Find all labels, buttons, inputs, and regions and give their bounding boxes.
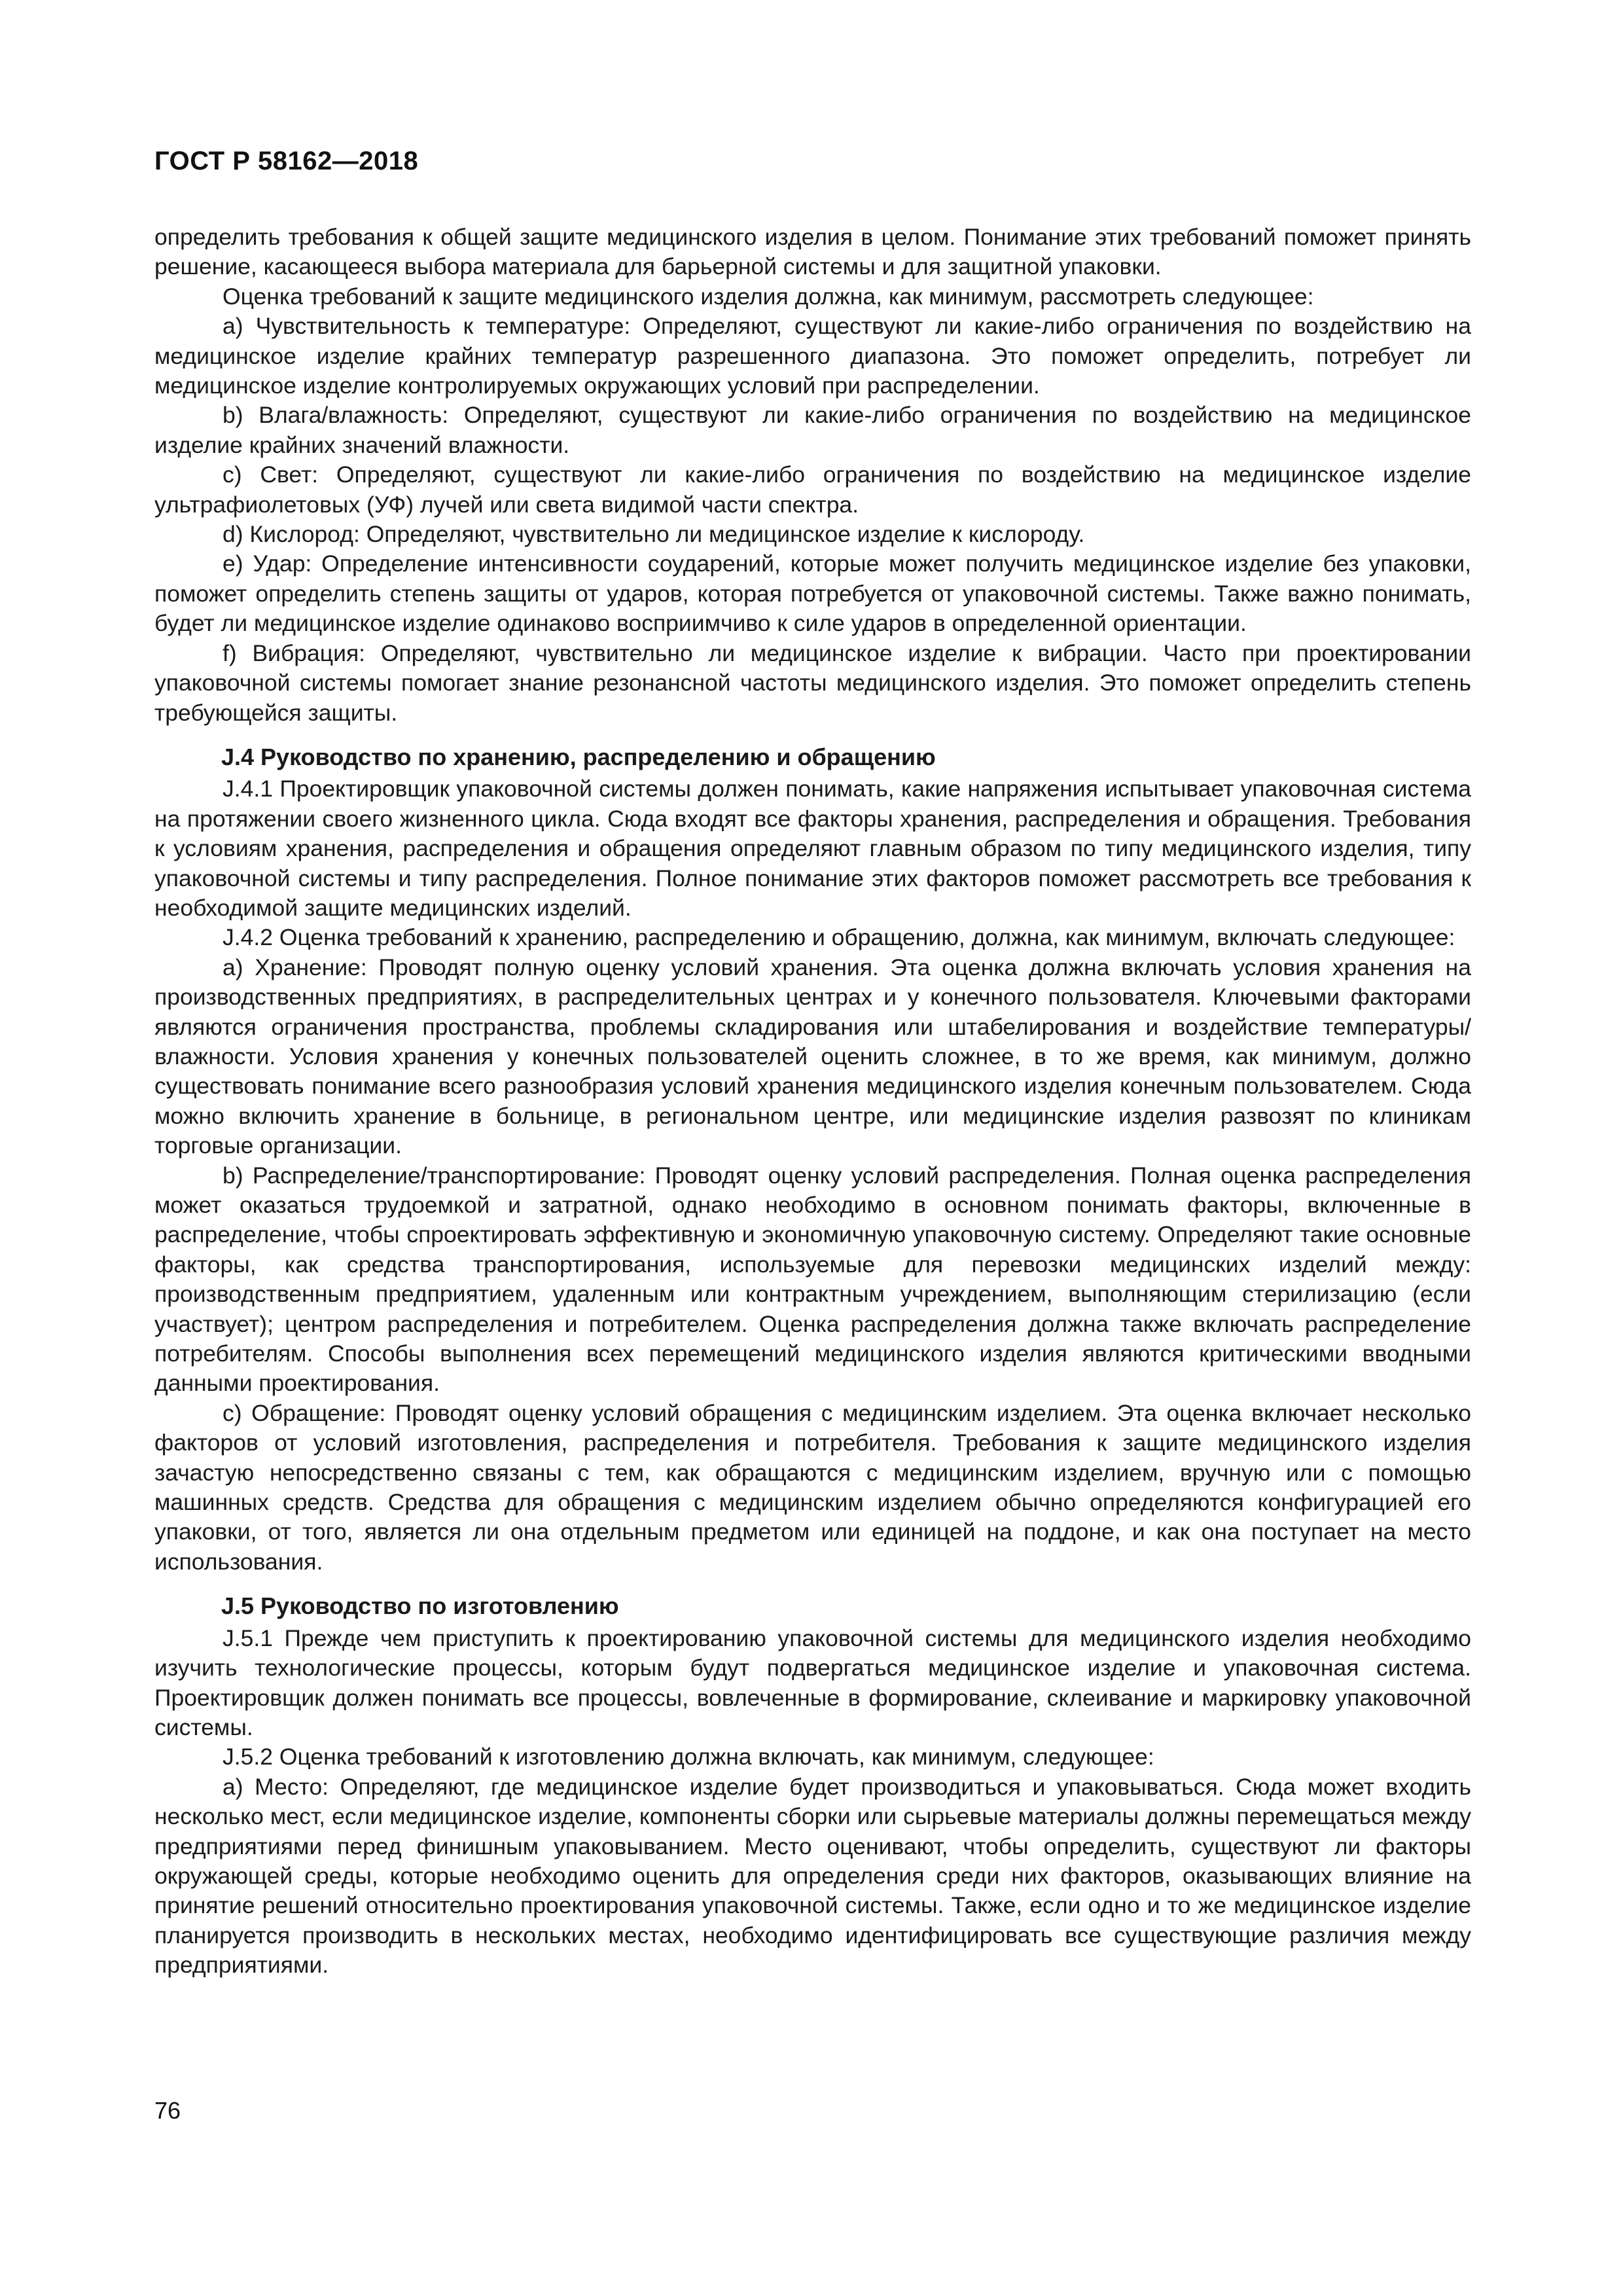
section-heading-j5: J.5 Руководство по изготовлению (221, 1592, 619, 1620)
list-item-handling: c) Обращение: Проводят оценку условий обращения с медицинским изделием. Эта оценка включает несколько факторов от условий изготовления, распределения и потребителя. Требования к защите медицинского изделия зачастую непосредственно связаны с тем, как обращаются с медицинским изделием, вручную или с помощью машинных средств. Средства для обращения с медицинским изделием обычно определяются конфигурацией его упаковки, от того, является ли она отдельным предметом или единицей на поддоне, и как она поступает на место использования. (154, 1399, 1471, 1575)
paragraph-protection-intro: Оценка требований к защите медицинского изделия должна, как минимум, рассмотреть следующее: (223, 283, 1314, 310)
document-body (154, 223, 1471, 1981)
paragraph-j5-1: J.5.1 Прежде чем приступить к проектированию упаковочной системы для медицинского изделия необходимо изучить технологические процессы, которым будут подвергаться медицинское изделие и упаковочная система. Проектировщик должен понимать все процессы, вовлеченные в формирование, склеивание и маркировку упаковочной системы. (154, 1624, 1471, 1740)
list-item-light: c) Свет: Определяют, существуют ли какие-либо ограничения по воздействию на медицинское изделие ультрафиолетовых (УФ) лучей или света видимой части спектра. (154, 461, 1471, 518)
list-item-humidity: b) Влага/влажность: Определяют, существуют ли какие-либо ограничения по воздействию на медицинское изделие крайних значений влажности. (154, 402, 1471, 458)
paragraph-continuation: определить требования к общей защите медицинского изделия в целом. Понимание этих требований поможет принять решение, касающееся выбора материала для барьерной системы и для защитной упаковки. (154, 224, 1471, 280)
paragraph-j5-2: J.5.2 Оценка требований к изготовлению должна включать, как минимум, следующее: (223, 1744, 1154, 1770)
section-heading-j4: J.4 Руководство по хранению, распределению и обращению (221, 743, 936, 770)
list-item-impact: e) Удар: Определение интенсивности соударений, которые может получить медицинское изделие без упаковки, поможет определить степень защиты от ударов, которая потребуется от упаковочной системы. Также важно понимать, будет ли медицинское изделие одинаково восприимчиво к силе ударов в определенной ориентации. (154, 550, 1471, 637)
paragraph-j4-1: J.4.1 Проектировщик упаковочной системы должен понимать, какие напряжения испытывает упаковочная система на протяжении своего жизненного цикла. Сюда входят все факторы хранения, распределения и обращения. Требования к условиям хранения, распределения и обращения определяют главным образом по типу медицинского изделия, типу упаковочной системы и типу распределения. Полное понимание этих факторов поможет рассмотреть все требования к необходимой защите медицинских изделий. (154, 776, 1471, 921)
paragraph-j4-2: J.4.2 Оценка требований к хранению, распределению и обращению, должна, как минимум, включать следующее: (223, 924, 1455, 951)
list-item-oxygen: d) Кислород: Определяют, чувствительно ли медицинское изделие к кислороду. (223, 521, 1085, 548)
list-item-storage: a) Хранение: Проводят полную оценку условий хранения. Эта оценка должна включать условия хранения на производственных предприятиях, в распределительных центрах и у конечного пользователя. Ключевыми факторами являются ограничения пространства, проблемы складирования или штабелирования и воздействие температуры/влажности. Условия хранения у конечных пользователей оценить сложнее, в то же время, как минимум, должно существовать понимание всего разнообразия условий хранения медицинского изделия конечным пользователем. Сюда можно включить хранение в больнице, в региональном центре, или медицинские изделия развозят по клиникам торговые организации. (154, 954, 1471, 1159)
list-item-temperature: a) Чувствительность к температуре: Определяют, существуют ли какие-либо ограничения по воздействию на медицинское изделие крайних температур разрешенного диапазона. Это поможет определить, потребует ли медицинское изделие контролируемых окружающих условий при распределении. (154, 313, 1471, 399)
list-item-location: a) Место: Определяют, где медицинское изделие будет производиться и упаковываться. Сюда может входить несколько мест, если медицинское изделие, компоненты сборки или сырьевые материалы должны перемещаться между предприятиями перед финишным упаковыванием. Место оценивают, чтобы определить, существуют ли факторы окружающей среды, которые необходимо оценить для определения среди них факторов, оказывающих влияние на принятие решений относительно проектирования упаковочной системы. Также, если одно и то же медицинское изделие планируется производить в нескольких местах, необходимо идентифицировать все существующие различия между предприятиями. (154, 1773, 1471, 1979)
document-header: ГОСТ Р 58162—2018 (154, 147, 419, 175)
list-item-distribution: b) Распределение/транспортирование: Проводят оценку условий распределения. Полная оценка распределения может оказаться трудоемкой и затратной, однако необходимо в основном понимать факторы, включенные в распределение, чтобы спроектировать эффективную и экономичную упаковочную систему. Определяют такие основные факторы, как средства транспортирования, используемые для перевозки медицинских изделий между: производственным предприятием, удаленным или контрактным учреждением, выполняющим стерилизацию (если участвует); центром распределения и потребителем. Оценка распределения должна также включать распределение потребителям. Способы выполнения всех перемещений медицинского изделия являются критическими вводными данными проектирования. (154, 1162, 1471, 1397)
page-number: 76 (154, 2097, 181, 2124)
list-item-vibration: f) Вибрация: Определяют, чувствительно ли медицинское изделие к вибрации. Часто при проектировании упаковочной системы помогает знание резонансной частоты медицинского изделия. Это поможет определить степень требующейся защиты. (154, 639, 1471, 726)
